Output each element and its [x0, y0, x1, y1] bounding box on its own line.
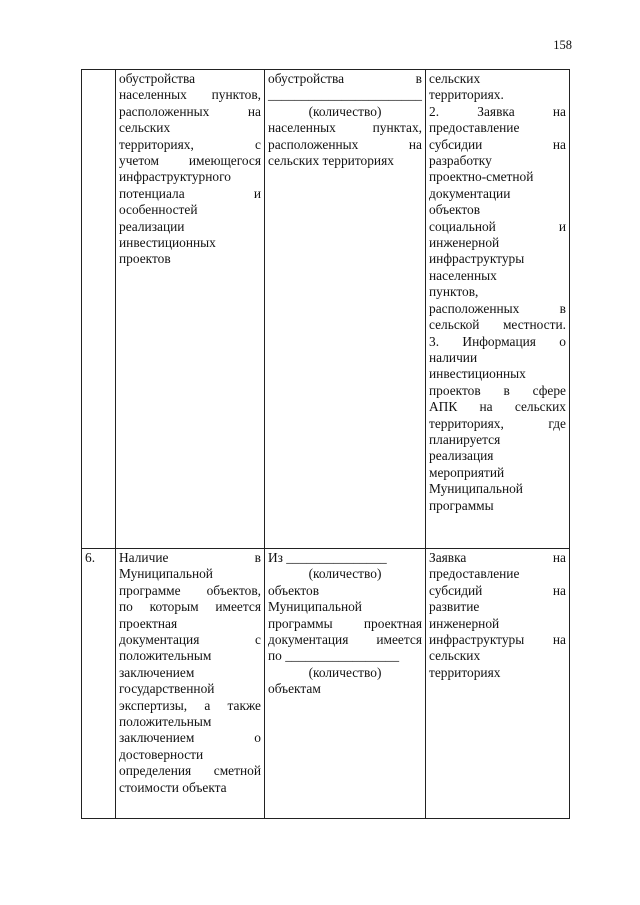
cell-line: субсидии на [429, 136, 566, 152]
cell-line: АПК на сельских [429, 399, 566, 415]
cell-line: социальной и [429, 218, 566, 234]
cell-line: инфраструктурного [119, 169, 231, 185]
cell-line: проектная [119, 615, 178, 631]
row-number-cell: 6. [82, 549, 116, 819]
cell-line: реализации [119, 218, 185, 234]
criteria-table [81, 69, 570, 819]
cell-line: населенных пунктов, [119, 87, 261, 103]
cell-line: предоставление [429, 566, 520, 582]
cell-line: пунктов, [429, 284, 479, 300]
cell-line: инвестиционных [429, 366, 526, 382]
blank-caption: (количество) [308, 103, 382, 119]
blank-caption: (количество) [308, 664, 382, 680]
cell-line: объектов [429, 202, 481, 218]
cell-line: обустройства в [268, 71, 422, 86]
cell-line: инженерной [429, 235, 500, 251]
cell-line: по _________________ [268, 648, 400, 664]
cell-line: территориях. [429, 87, 504, 103]
cell-line: инфраструктуры [429, 251, 525, 267]
cell-line: проектно-сметной [429, 169, 534, 185]
cell-line: объектов [268, 582, 320, 598]
cell-line: наличии [429, 349, 478, 365]
cell-line: документация с [119, 632, 261, 648]
cell-line: документации [429, 185, 511, 201]
cell-line: положительным [119, 648, 212, 664]
cell-line: инвестиционных [119, 235, 216, 251]
cell-line: территориях [429, 664, 501, 680]
table-row [82, 70, 570, 549]
cell-line: 3. Информация о [429, 333, 566, 349]
cell-line: сельских [429, 648, 481, 664]
cell-line: программы [429, 497, 494, 513]
blank-line: _______________________ [268, 87, 422, 103]
cell-line: программе объектов, [119, 582, 261, 598]
cell-line: объектам [268, 681, 321, 697]
cell-line: Наличие в [119, 550, 261, 565]
cell-line: расположенных на [119, 103, 261, 119]
cell-line: положительным [119, 714, 212, 730]
cell-line: развитие [429, 599, 480, 615]
cell-line: Муниципальной [429, 481, 523, 497]
cell-line: расположенных в [429, 300, 566, 316]
cell-line: потенциала и [119, 185, 261, 201]
indicator-cell [265, 549, 426, 819]
cell-line: обустройства [119, 71, 196, 86]
cell-line: Заявка на [429, 550, 566, 565]
cell-line: разработку [429, 153, 492, 169]
criterion-cell [116, 549, 265, 819]
row-number-cell [82, 70, 116, 549]
cell-line: особенностей [119, 202, 198, 218]
cell-line: инженерной [429, 615, 500, 631]
cell-line: государственной [119, 681, 215, 697]
cell-line: определения сметной [119, 763, 261, 779]
cell-line: 2. Заявка на [429, 103, 566, 119]
indicator-cell [265, 70, 426, 549]
cell-line: Из _______________ [268, 550, 387, 565]
blank-caption: (количество) [308, 566, 382, 582]
cell-line: территориях, с [119, 136, 261, 152]
table-row [82, 549, 570, 819]
cell-line: сельских [429, 71, 481, 86]
cell-line: сельских территориях [268, 153, 394, 169]
cell-line: документация имеется [268, 632, 422, 648]
cell-line: мероприятий [429, 464, 505, 480]
cell-line: инфраструктуры на [429, 632, 566, 648]
cell-line: стоимости объекта [119, 779, 227, 795]
cell-line: заключением [119, 664, 195, 680]
cell-line: заключением о [119, 730, 261, 746]
cell-line: реализация [429, 448, 494, 464]
cell-line: сельской местности. [429, 317, 566, 333]
cell-line: населенных [429, 267, 497, 283]
cell-line: предоставление [429, 120, 520, 136]
cell-line: проектов в сфере [429, 382, 566, 398]
cell-line: Муниципальной [268, 599, 362, 615]
cell-line: экспертизы, а также [119, 697, 261, 713]
criterion-cell [116, 70, 265, 549]
cell-line: территориях, где [429, 415, 566, 431]
cell-line: учетом имеющегося [119, 153, 261, 169]
cell-line: проектов [119, 251, 171, 267]
cell-line: программы проектная [268, 615, 422, 631]
cell-line: расположенных на [268, 136, 422, 152]
cell-line: сельских [119, 120, 171, 136]
documents-cell [426, 549, 570, 819]
cell-line: населенных пунктах, [268, 120, 422, 136]
cell-line: достоверности [119, 746, 204, 762]
cell-line: по которым имеется [119, 599, 261, 615]
cell-line: Муниципальной [119, 566, 213, 582]
cell-line: субсидий на [429, 582, 566, 598]
page-number: 158 [553, 38, 572, 52]
documents-cell [426, 70, 570, 549]
cell-line: планируется [429, 431, 501, 447]
